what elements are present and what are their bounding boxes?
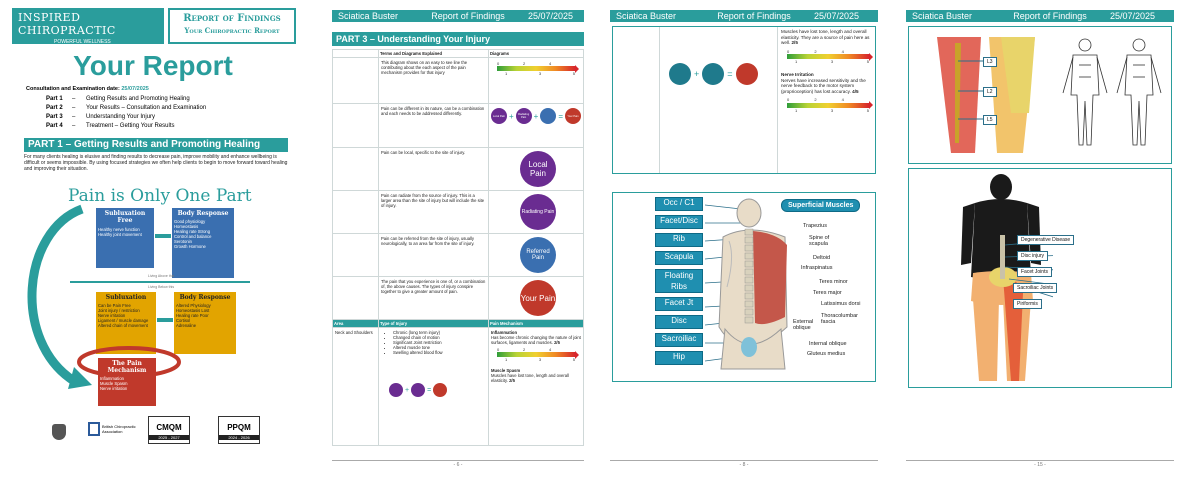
section-heading: PART 3 – Understanding Your Injury — [332, 32, 584, 46]
injury-type: • Significant Joint restriction — [393, 340, 486, 345]
muscle-label: Spine of scapula — [809, 235, 830, 247]
term-text: Pain can be referred from the site of injury, usually neurologically, to an area far from the site of injury. — [378, 234, 488, 277]
dermatome-label: L2 — [983, 87, 997, 97]
muscle-label: Latissimus dorsi — [821, 301, 861, 307]
mechanism-text: Has become chronic changing the nature of joint surfaces, ligaments and muscles. — [490, 335, 581, 345]
report-header-box — [168, 8, 296, 44]
term-text: The pain that you experience is one of, or a combination of, the above causes. The types of injury conspire together to give a greater amount of pain. — [378, 277, 488, 320]
box-item: Joint injury / restriction — [98, 308, 140, 313]
toc-item[interactable]: Part 3 – Understanding Your Injury — [46, 114, 156, 120]
box-title: Body Response — [177, 210, 229, 217]
box-item: Inflammation — [100, 376, 124, 381]
box-item: Growth Hormone — [174, 244, 206, 249]
scale-bar — [497, 352, 575, 357]
mini-radiating-circle: Radiating Pain — [516, 108, 532, 124]
header-mid: Report of Findings — [1013, 11, 1087, 21]
pain-scale: 0 2 4 1 3 5 — [488, 58, 583, 104]
box-item: Healing rate Strong — [174, 229, 211, 234]
page-1 — [8, 6, 298, 461]
box-item: Cortisol — [176, 318, 191, 323]
spine-label[interactable]: Rib — [655, 233, 703, 247]
box-item: Healthy nerve function — [98, 227, 140, 232]
page-8 — [610, 10, 878, 470]
spine-label[interactable]: Facet/Disc — [655, 215, 703, 229]
intro-paragraph: For many clients healing is elusive and finding results to decrease pain, improve mobility and enhance wellbeing is difficult or seems impossible. By using focused strategies we often help clients to begin to move forward toward healing and improving their situation. — [24, 154, 288, 172]
muscle-label: External oblique — [793, 319, 814, 331]
page-15 — [906, 10, 1174, 470]
brand-tagline: POWERFUL WELLNESS — [54, 39, 111, 45]
box-item: Adrenaline — [176, 323, 197, 328]
page-header — [906, 10, 1174, 22]
mechanism-title: Muscle Spasm — [490, 368, 521, 373]
brand-name: INSPIRED CHIROPRACTIC — [18, 11, 116, 37]
mini-your-circle — [433, 383, 447, 397]
body-response-good-box — [172, 208, 234, 278]
diagram-title: Pain is Only One Part — [68, 186, 252, 206]
scale-bar — [497, 66, 575, 71]
box-item: Can be Pain Free — [98, 303, 131, 308]
muscle-label: Teres minor — [819, 279, 848, 285]
muscles-title: Superficial Muscles — [781, 199, 860, 212]
col-header: Diagrams — [488, 50, 583, 58]
box-item: Healthy joint movement — [98, 232, 142, 237]
header-left: Sciatica Buster — [616, 11, 677, 21]
mechanism-text: Muscles have lost tone, length and overall elasticity. They are a source of pain here as well. — [781, 29, 870, 46]
body-outline-diagram — [1059, 35, 1167, 151]
mini-referred-circle — [540, 108, 556, 124]
term-text: Pain can be different in its nature, can be a combination and each needs to be addressed differently. — [378, 104, 488, 148]
mechanism-score: 2/5 — [791, 40, 798, 46]
pain-mechanism-box — [98, 358, 156, 406]
section-heading: PART 1 – Getting Results and Promoting Healing — [24, 138, 288, 152]
header-subtitle: Your Chiropractic Report — [184, 26, 280, 35]
page-header — [610, 10, 878, 22]
box-title: Subluxation — [105, 294, 147, 301]
injury-label: Sacroiliac Joints — [1013, 283, 1057, 293]
injury-type: • Changed chain of motion — [393, 335, 486, 340]
injury-label: Degenerative Disease — [1017, 235, 1074, 245]
mini-local-circle: Local Pain — [491, 108, 507, 124]
injury-type: • Chronic (long term injury) — [393, 330, 486, 335]
toc-item[interactable]: Part 4 – Treatment – Getting Your Results — [46, 123, 175, 129]
box-item: Altered chain of movement — [98, 323, 148, 328]
page-number: - 8 - — [610, 460, 878, 468]
bca-logo: British Chiropractic Association — [88, 422, 136, 436]
dermatome-label: L5 — [983, 115, 997, 125]
mini-radiating-circle — [411, 383, 425, 397]
header-date: 25/07/2025 — [1110, 11, 1156, 21]
page-title: Your Report — [73, 50, 233, 81]
term-text: Pain can be local, specific to the site of injury. — [378, 148, 488, 191]
box-title: Subluxation Free — [104, 210, 146, 224]
consult-label: Consultation and Examination date: — [26, 86, 120, 92]
header-left: Sciatica Buster — [338, 11, 399, 21]
radiating-pain-circle: Radiating Pain — [520, 194, 556, 230]
box-item: Homeostasis Lost — [176, 308, 210, 313]
mechanism-title: Inflammation — [490, 330, 518, 335]
muscle-label: Trapezius — [803, 223, 827, 229]
box-title: The Pain Mechanism — [107, 360, 147, 374]
muscle-label: Deltoid — [813, 255, 831, 261]
spine-label[interactable]: Sacroiliac — [655, 333, 703, 347]
your-pain-circle — [736, 63, 758, 85]
spine-label[interactable]: Hip — [655, 351, 703, 365]
header-left: Sciatica Buster — [912, 11, 973, 21]
injury-label: Disc injury — [1017, 251, 1048, 261]
panel-divider — [777, 27, 778, 173]
consult-date: 25/07/2025 — [121, 86, 149, 92]
spine-label[interactable]: Occ / C1 — [655, 197, 703, 211]
header-mid: Report of Findings — [717, 11, 791, 21]
referred-pain-circle: Referred Pain — [520, 237, 556, 273]
dermatome-label: L3 — [983, 57, 997, 67]
muscle-label: Gluteus medius — [807, 351, 846, 357]
bca-icon — [88, 422, 100, 436]
spine-label[interactable]: Floating Ribs — [655, 269, 703, 293]
box-item: Good physiology — [174, 219, 206, 224]
page-6 — [332, 10, 584, 470]
mini-local-circle — [389, 383, 403, 397]
header-title: Report of Findings — [183, 13, 281, 24]
local-pain-circle: Local Pain — [520, 151, 556, 187]
area-value: Neck and Shoulders — [333, 328, 379, 446]
toc-item[interactable]: Part 2 – Your Results – Consultation and Examination — [46, 105, 207, 111]
spine-label[interactable]: Disc — [655, 315, 703, 329]
mechanism-text: Muscles have lost tone, length and overall elasticity. — [490, 373, 569, 383]
your-pain-circle: Your Pain — [520, 280, 556, 316]
toc-item[interactable]: Part 1 – Getting Results and Promoting Healing — [46, 96, 190, 102]
local-pain-circle — [669, 63, 691, 85]
header-date: 25/07/2025 — [528, 11, 574, 21]
anatomy-panel — [612, 192, 876, 382]
line-below-label: Living Below this — [148, 285, 175, 289]
col-header: Terms and Diagrams Explained — [378, 50, 488, 58]
muscle-label: Teres major — [813, 290, 842, 296]
term-text: Pain can radiate from the source of injury. This is a larger area than the site of injury but will include the site of injury. — [378, 191, 488, 234]
header-date: 25/07/2025 — [814, 11, 860, 21]
box-item: Muscle Spasm — [100, 381, 128, 386]
mechanism-text: Nerves have increased sensitivity and the nerve feedback to the motor system (proprioception) has lost accuracy. — [781, 77, 866, 94]
line-above-label: Living Above this — [148, 274, 175, 278]
back-anatomy-illustration — [705, 197, 795, 379]
consult-line — [26, 86, 149, 92]
col-header: Pain Mechanism — [488, 320, 583, 328]
scale-bar — [787, 54, 869, 59]
spine-label[interactable]: Facet Jt — [655, 297, 703, 311]
scale-bar — [787, 103, 869, 108]
box-item: Ligament / muscle damage — [98, 318, 149, 323]
muscle-label: Infraspinatus — [801, 265, 833, 271]
muscle-label: Internal oblique — [809, 341, 847, 347]
subluxation-free-box — [96, 208, 154, 268]
box-item: Control and balance — [174, 234, 212, 239]
box-item: Altered Physiology — [176, 303, 211, 308]
injury-label: Piriformis — [1013, 299, 1042, 309]
box-item: Nerve irritation — [98, 313, 126, 318]
mini-your-circle: Your Pain — [565, 108, 581, 124]
terms-table: Terms and Diagrams Explained Diagrams This diagram shows on an easy to see line the contributing about the each aspect of the pain mechanism provides for that injury 0 2 4 1 3 5 Pain can be different in its nature, can be a combination and each needs to be addressed differently. Local Pain + Radiating Pain + = Your Pain Pain can be local, specific to the site of injury. Local Pain Pain can radiate from the source of injury. This is a larger area than the site of injury but will include the site of injury. Radiating Pain Pain can be referred from the site of injury, usually neurologically, to an area far from the site of injury. Referred Pain The pain that you experience is one of, or a combination of, the above causes. The types of injury conspire together to give a greater amount of pain. Your Pain Area Type of Injury Pain Mechanism Neck and Shoulders • Chronic (long term injury) • Changed chain of motion • Significant Joint restriction • Altered muscle tone • Swelling altered blood flow + = Inflammation Has become chronic changing the nature of joint surfaces, ligaments and muscles. 2/5 0 2 4 1 3 5 Muscle Spasm Muscles have lost tone, length and overall elasticity. 2/5 — [332, 49, 584, 446]
dermatome-panel — [908, 26, 1172, 164]
arrow-right — [157, 318, 173, 322]
mechanism-title: Nerve Irritation — [781, 71, 814, 77]
injury-label: Facet Joints — [1017, 267, 1052, 277]
shield-logo — [52, 424, 66, 440]
mechanism-panel: + = Muscles have lost tone, length and overall elasticity. They are a source of pain here as well. 2/5 0 2 4 1 3 5 Nerve Irritation Nerves have increased sensitivity and the nerve feedback to the motor system (proprioception) has lost accuracy. 4/5 0 2 4 1 3 5 — [612, 26, 876, 174]
box-item: Healing rate Poor — [176, 313, 209, 318]
brand-logo — [12, 8, 164, 44]
page-header — [332, 10, 584, 22]
spine-label[interactable]: Scapula — [655, 251, 703, 265]
box-item: Nerve irritation — [100, 386, 128, 391]
radiating-pain-circle — [702, 63, 724, 85]
muscle-label: Thoracolumbar fascia — [821, 313, 858, 325]
box-title: Body Response — [179, 294, 231, 301]
toc — [46, 95, 206, 131]
back-figure-illustration — [953, 173, 1053, 385]
mechanism-score: 4/5 — [852, 88, 859, 94]
box-item: Homeostasis — [174, 224, 199, 229]
col-header: Type of Injury — [378, 320, 488, 328]
injury-panel — [908, 168, 1172, 388]
col-header: Area — [333, 320, 379, 328]
mechanism-score: 2/5 — [554, 340, 560, 345]
injury-type: • Altered muscle tone — [393, 345, 486, 350]
cmqm-logo: CMQM 2025 - 2027 — [148, 416, 190, 444]
panel-divider — [659, 27, 660, 173]
divider-line — [70, 281, 250, 283]
arrow-right — [155, 234, 171, 238]
page-number: - 6 - — [332, 460, 584, 468]
ppqm-logo: PPQM 2024 - 2026 — [218, 416, 260, 444]
header-mid: Report of Findings — [431, 11, 505, 21]
mechanism-score: 2/5 — [509, 378, 515, 383]
pain-equation: Local Pain + Radiating Pain + = Your Pain — [488, 104, 583, 148]
box-item: Serotonin — [174, 239, 192, 244]
injury-type: • Swelling altered blood flow — [393, 350, 486, 355]
page-number: - 15 - — [906, 460, 1174, 468]
term-text: This diagram shows on an easy to see line the contributing about the each aspect of the pain mechanism provides for that injury — [378, 58, 488, 104]
